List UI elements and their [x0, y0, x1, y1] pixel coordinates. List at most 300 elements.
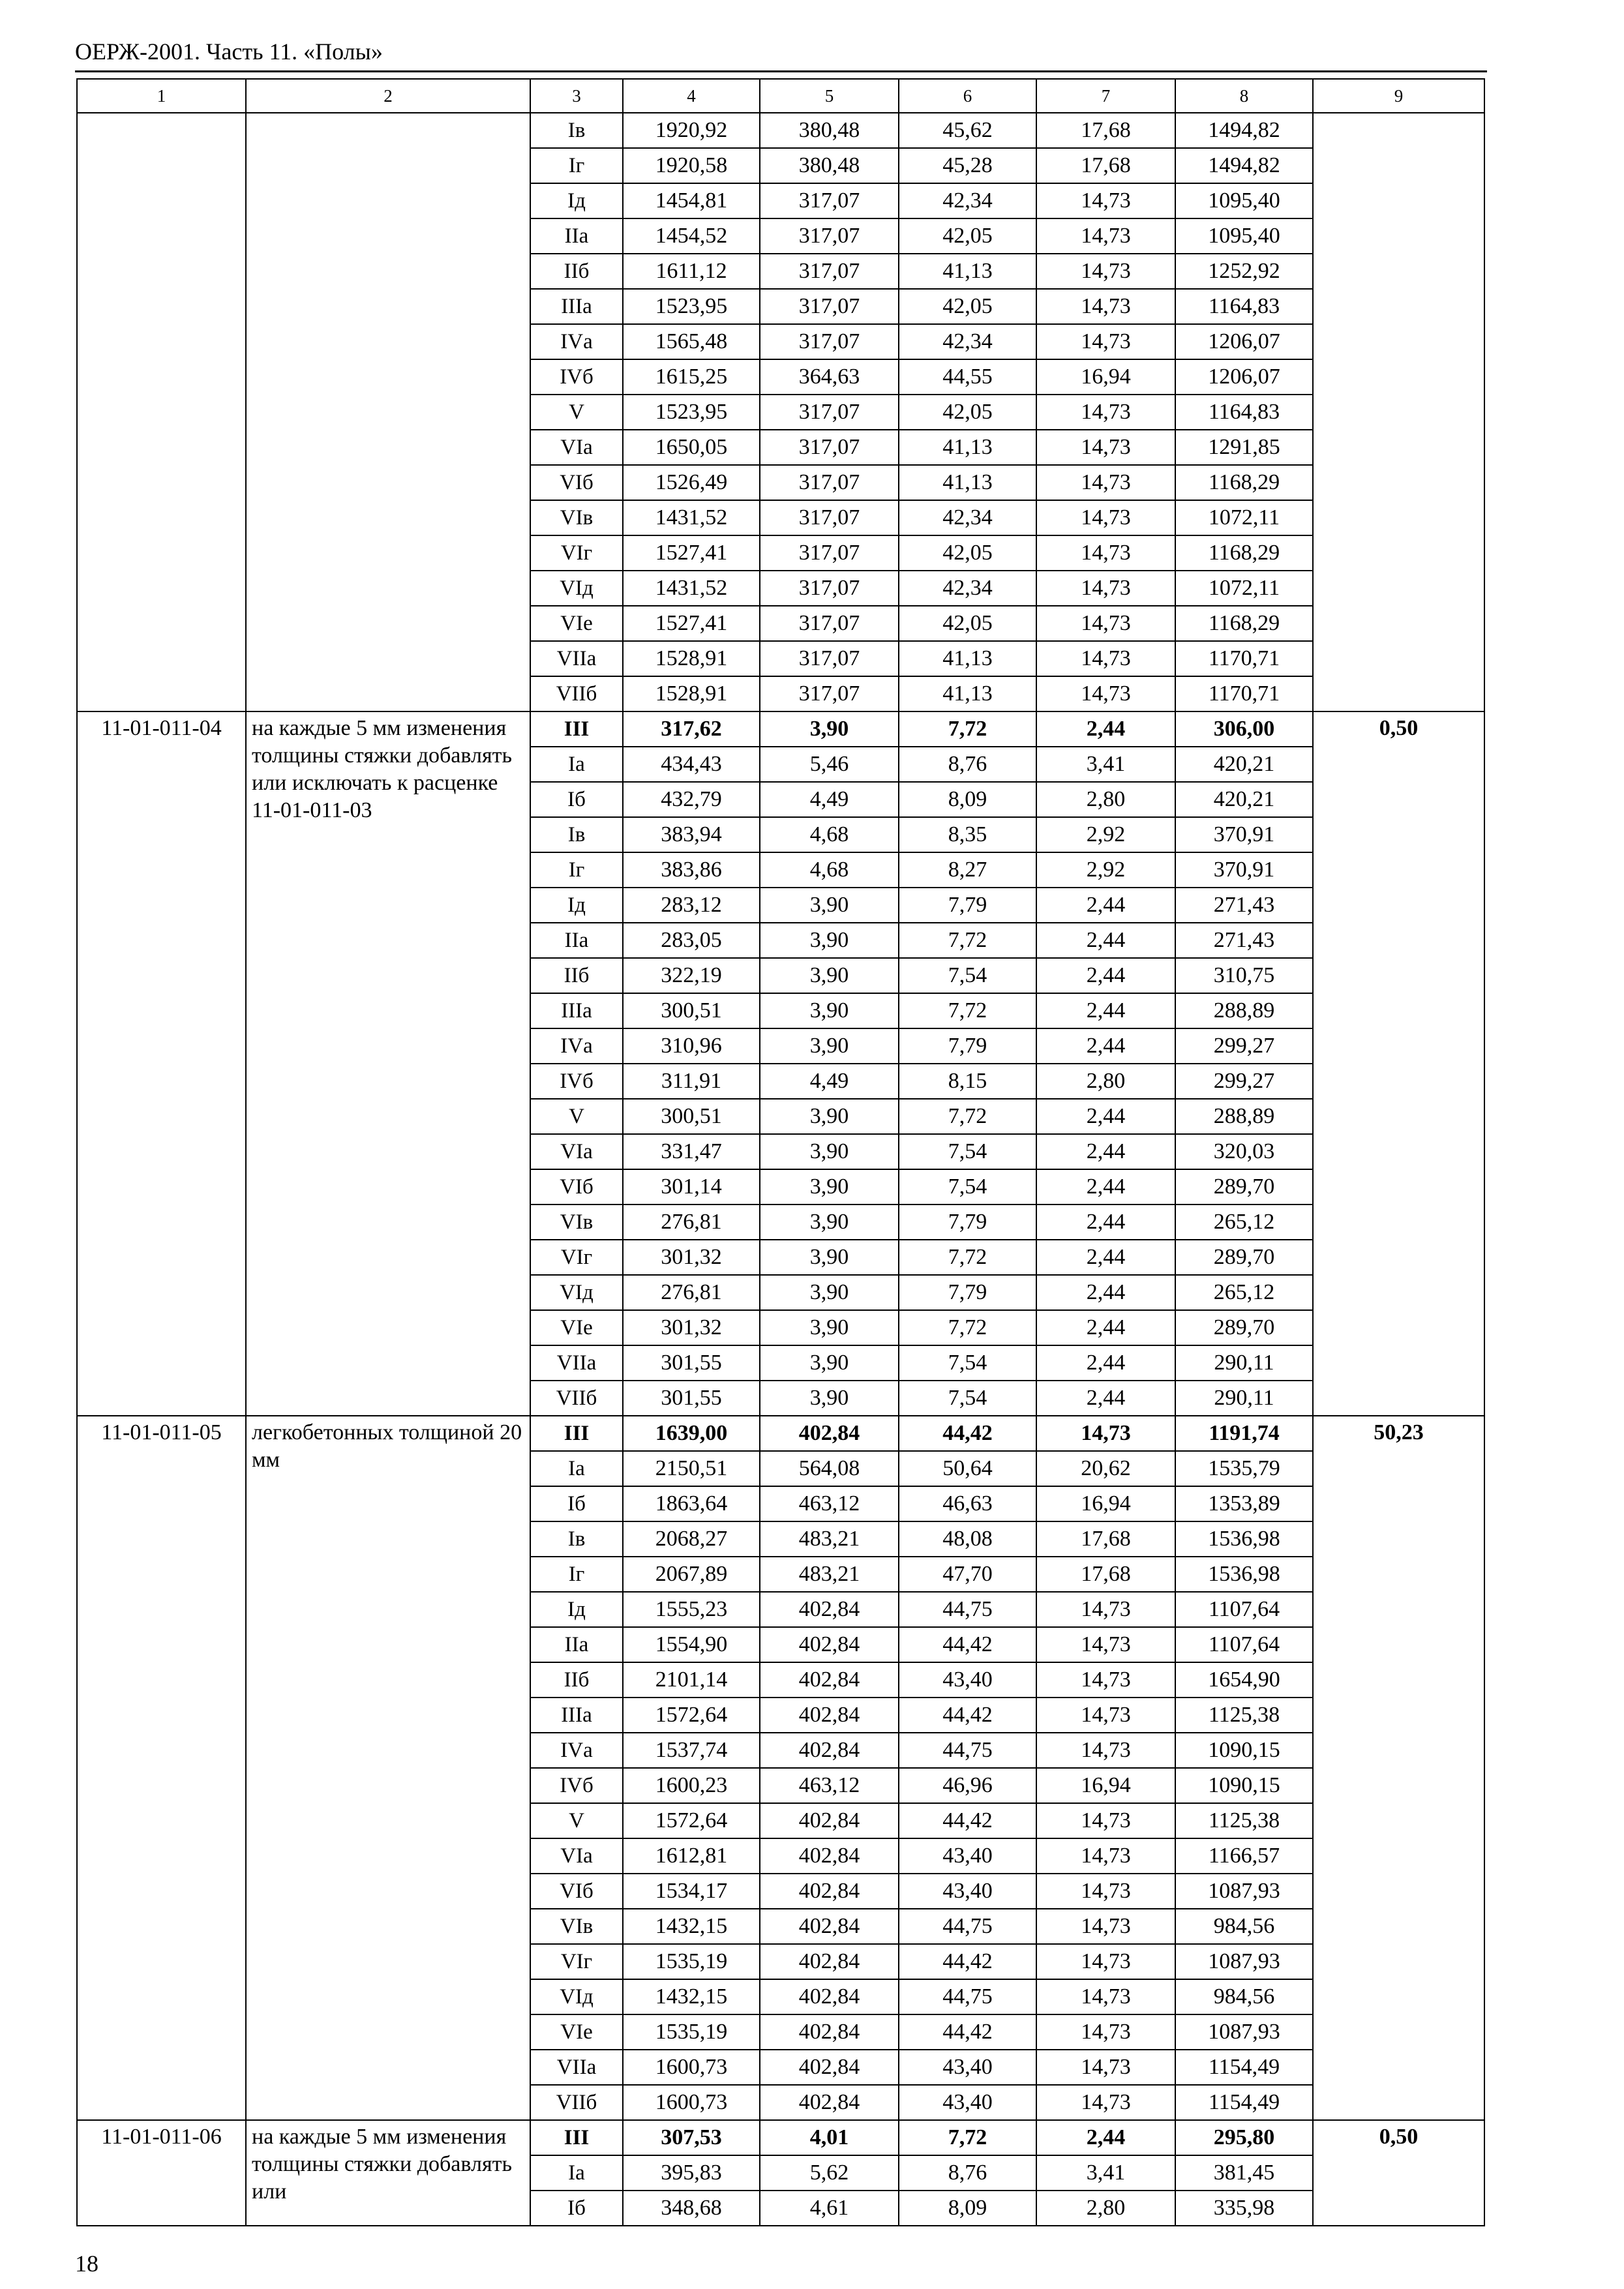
cost-cell: 2,44	[1036, 1345, 1175, 1381]
cost-cell: 1125,38	[1175, 1698, 1313, 1733]
cost-cell: 48,08	[899, 1521, 1036, 1557]
cost-cell: 317,62	[623, 711, 760, 747]
cost-cell: 2101,14	[623, 1662, 760, 1698]
labor-cost: 0,50	[1313, 2120, 1484, 2226]
cost-cell: 14,73	[1036, 1733, 1175, 1768]
cost-cell: 322,19	[623, 958, 760, 993]
zone-label: Iв	[530, 1521, 623, 1557]
cost-cell: 1534,17	[623, 1874, 760, 1909]
cost-cell: 463,12	[760, 1486, 899, 1521]
cost-cell: 42,05	[899, 289, 1036, 324]
rates-table	[76, 78, 1485, 2226]
rate-description: на каждые 5 мм изменения толщины стяжки добавлять или	[246, 2120, 530, 2226]
cost-cell: 2,44	[1036, 1134, 1175, 1169]
zone-label: VIб	[530, 465, 623, 500]
cost-cell: 370,91	[1175, 852, 1313, 888]
cost-cell: 46,63	[899, 1486, 1036, 1521]
cost-cell: 2,44	[1036, 958, 1175, 993]
cost-cell: 16,94	[1036, 1486, 1175, 1521]
zone-label: VIг	[530, 1944, 623, 1979]
cost-cell: 3,90	[760, 1240, 899, 1275]
cost-cell: 7,72	[899, 1099, 1036, 1134]
cost-cell: 3,90	[760, 1345, 899, 1381]
rate-description: легкобетонных толщиной 20 мм	[246, 1416, 530, 2120]
cost-cell: 3,90	[760, 1310, 899, 1345]
cost-cell: 7,79	[899, 888, 1036, 923]
cost-cell: 1565,48	[623, 324, 760, 359]
cost-cell: 1454,52	[623, 218, 760, 254]
zone-label: VIIа	[530, 641, 623, 676]
cost-cell: 7,72	[899, 993, 1036, 1028]
cost-cell: 17,68	[1036, 113, 1175, 148]
cost-cell: 42,05	[899, 395, 1036, 430]
cost-cell: 8,27	[899, 852, 1036, 888]
cost-cell: 381,45	[1175, 2155, 1313, 2191]
cost-cell: 42,34	[899, 571, 1036, 606]
cost-cell: 402,84	[760, 2014, 899, 2050]
cost-cell: 1654,90	[1175, 1662, 1313, 1698]
cost-cell: 47,70	[899, 1557, 1036, 1592]
cost-cell: 14,73	[1036, 1662, 1175, 1698]
cost-cell: 300,51	[623, 993, 760, 1028]
cost-cell: 1920,58	[623, 148, 760, 183]
cost-cell: 317,07	[760, 395, 899, 430]
cost-cell: 1555,23	[623, 1592, 760, 1627]
cost-cell: 301,14	[623, 1169, 760, 1204]
cost-cell: 44,75	[899, 1733, 1036, 1768]
cost-cell: 14,73	[1036, 2085, 1175, 2120]
cost-cell: 1572,64	[623, 1698, 760, 1733]
cost-cell: 42,05	[899, 606, 1036, 641]
cost-cell: 271,43	[1175, 923, 1313, 958]
cost-cell: 402,84	[760, 1874, 899, 1909]
cost-cell: 402,84	[760, 1733, 899, 1768]
zone-label: Iб	[530, 2191, 623, 2226]
cost-cell: 402,84	[760, 2085, 899, 2120]
cost-cell: 420,21	[1175, 782, 1313, 817]
cost-cell: 2,44	[1036, 1240, 1175, 1275]
cost-cell: 2,44	[1036, 1310, 1175, 1345]
cost-cell: 3,90	[760, 1381, 899, 1416]
cost-cell: 44,42	[899, 1416, 1036, 1451]
cost-cell: 14,73	[1036, 395, 1175, 430]
cost-cell: 380,48	[760, 113, 899, 148]
zone-label: VIв	[530, 1204, 623, 1240]
rate-code: 11-01-011-06	[77, 2120, 246, 2226]
cost-cell: 1095,40	[1175, 218, 1313, 254]
cost-cell: 7,79	[899, 1275, 1036, 1310]
cost-cell: 41,13	[899, 465, 1036, 500]
cost-cell: 289,70	[1175, 1240, 1313, 1275]
cost-cell: 402,84	[760, 1592, 899, 1627]
zone-label: IVб	[530, 1768, 623, 1803]
cost-cell: 1125,38	[1175, 1803, 1313, 1838]
zone-label: Iд	[530, 888, 623, 923]
cost-cell: 7,54	[899, 958, 1036, 993]
cost-cell: 7,72	[899, 1240, 1036, 1275]
cost-cell: 14,73	[1036, 535, 1175, 571]
cost-cell: 1087,93	[1175, 1874, 1313, 1909]
cost-cell: 317,07	[760, 254, 899, 289]
cost-cell: 402,84	[760, 1698, 899, 1733]
cost-cell: 14,73	[1036, 218, 1175, 254]
cost-cell: 14,73	[1036, 254, 1175, 289]
cost-cell: 402,84	[760, 2050, 899, 2085]
cost-cell: 4,68	[760, 852, 899, 888]
zone-label: Iг	[530, 148, 623, 183]
zone-label: Iг	[530, 1557, 623, 1592]
zone-label: Iд	[530, 1592, 623, 1627]
cost-cell: 420,21	[1175, 747, 1313, 782]
cost-cell: 317,07	[760, 641, 899, 676]
cost-cell: 3,90	[760, 993, 899, 1028]
cost-cell: 14,73	[1036, 1592, 1175, 1627]
cost-cell: 1600,23	[623, 1768, 760, 1803]
cost-cell: 348,68	[623, 2191, 760, 2226]
cost-cell: 14,73	[1036, 1874, 1175, 1909]
cost-cell: 317,07	[760, 676, 899, 711]
zone-label: IVа	[530, 1733, 623, 1768]
cost-cell: 14,73	[1036, 1838, 1175, 1874]
zone-label: VIIа	[530, 2050, 623, 2085]
cost-cell: 3,90	[760, 1099, 899, 1134]
cost-cell: 1650,05	[623, 430, 760, 465]
cost-cell: 4,49	[760, 1064, 899, 1099]
zone-label: III	[530, 2120, 623, 2155]
zone-label: VIг	[530, 1240, 623, 1275]
cost-cell: 1431,52	[623, 571, 760, 606]
zone-label: Iа	[530, 747, 623, 782]
cost-cell: 320,03	[1175, 1134, 1313, 1169]
cost-cell: 335,98	[1175, 2191, 1313, 2226]
cost-cell: 1166,57	[1175, 1838, 1313, 1874]
cost-cell: 1170,71	[1175, 641, 1313, 676]
table-row	[77, 1416, 1484, 1451]
cost-cell: 1168,29	[1175, 465, 1313, 500]
zone-label: VIд	[530, 1979, 623, 2014]
cost-cell: 402,84	[760, 1979, 899, 2014]
cost-cell: 317,07	[760, 535, 899, 571]
cost-cell: 14,73	[1036, 1909, 1175, 1944]
zone-label: IVа	[530, 1028, 623, 1064]
cost-cell: 1191,74	[1175, 1416, 1313, 1451]
cost-cell: 44,42	[899, 1944, 1036, 1979]
cost-cell: 317,07	[760, 289, 899, 324]
cost-cell: 2,44	[1036, 2120, 1175, 2155]
cost-cell: 1920,92	[623, 113, 760, 148]
cost-cell: 14,73	[1036, 1979, 1175, 2014]
cost-cell: 1154,49	[1175, 2085, 1313, 2120]
zone-label: VIIб	[530, 2085, 623, 2120]
zone-label: VIд	[530, 1275, 623, 1310]
zone-label: IIа	[530, 218, 623, 254]
column-number: 5	[760, 79, 899, 113]
zone-label: IIIа	[530, 993, 623, 1028]
zone-label: III	[530, 1416, 623, 1451]
zone-label: IIа	[530, 1627, 623, 1662]
rate-description	[246, 113, 530, 711]
cost-cell: 2,44	[1036, 993, 1175, 1028]
rate-code: 11-01-011-05	[77, 1416, 246, 2120]
cost-cell: 7,54	[899, 1169, 1036, 1204]
cost-cell: 3,90	[760, 1204, 899, 1240]
cost-cell: 1170,71	[1175, 676, 1313, 711]
cost-cell: 3,90	[760, 958, 899, 993]
cost-cell: 3,90	[760, 1275, 899, 1310]
cost-cell: 14,73	[1036, 2014, 1175, 2050]
cost-cell: 5,46	[760, 747, 899, 782]
cost-cell: 380,48	[760, 148, 899, 183]
cost-cell: 2067,89	[623, 1557, 760, 1592]
cost-cell: 1523,95	[623, 395, 760, 430]
cost-cell: 1527,41	[623, 535, 760, 571]
cost-cell: 8,15	[899, 1064, 1036, 1099]
cost-cell: 276,81	[623, 1204, 760, 1240]
cost-cell: 44,75	[899, 1979, 1036, 2014]
zone-label: VIIб	[530, 1381, 623, 1416]
cost-cell: 1554,90	[623, 1627, 760, 1662]
zone-label: Iв	[530, 113, 623, 148]
cost-cell: 1072,11	[1175, 571, 1313, 606]
cost-cell: 1528,91	[623, 641, 760, 676]
cost-cell: 1863,64	[623, 1486, 760, 1521]
cost-cell: 41,13	[899, 676, 1036, 711]
cost-cell: 395,83	[623, 2155, 760, 2191]
cost-cell: 1164,83	[1175, 289, 1313, 324]
cost-cell: 310,75	[1175, 958, 1313, 993]
cost-cell: 483,21	[760, 1557, 899, 1592]
cost-cell: 402,84	[760, 1662, 899, 1698]
cost-cell: 1639,00	[623, 1416, 760, 1451]
zone-label: V	[530, 395, 623, 430]
cost-cell: 17,68	[1036, 1521, 1175, 1557]
cost-cell: 14,73	[1036, 1627, 1175, 1662]
cost-cell: 1526,49	[623, 465, 760, 500]
cost-cell: 265,12	[1175, 1204, 1313, 1240]
cost-cell: 3,41	[1036, 2155, 1175, 2191]
cost-cell: 3,90	[760, 1169, 899, 1204]
cost-cell: 290,11	[1175, 1345, 1313, 1381]
cost-cell: 2,44	[1036, 1169, 1175, 1204]
cost-cell: 3,90	[760, 923, 899, 958]
cost-cell: 45,28	[899, 148, 1036, 183]
cost-cell: 44,42	[899, 2014, 1036, 2050]
cost-cell: 14,73	[1036, 606, 1175, 641]
cost-cell: 317,07	[760, 465, 899, 500]
cost-cell: 8,76	[899, 2155, 1036, 2191]
cost-cell: 1168,29	[1175, 606, 1313, 641]
cost-cell: 1090,15	[1175, 1768, 1313, 1803]
cost-cell: 8,09	[899, 782, 1036, 817]
cost-cell: 301,55	[623, 1345, 760, 1381]
cost-cell: 14,73	[1036, 1803, 1175, 1838]
cost-cell: 1615,25	[623, 359, 760, 395]
cost-cell: 3,41	[1036, 747, 1175, 782]
column-number-row	[77, 79, 1484, 113]
cost-cell: 299,27	[1175, 1028, 1313, 1064]
cost-cell: 1206,07	[1175, 324, 1313, 359]
cost-cell: 402,84	[760, 1909, 899, 1944]
cost-cell: 1090,15	[1175, 1733, 1313, 1768]
cost-cell: 42,05	[899, 218, 1036, 254]
cost-cell: 1537,74	[623, 1733, 760, 1768]
zone-label: VIе	[530, 606, 623, 641]
column-number: 4	[623, 79, 760, 113]
zone-label: V	[530, 1803, 623, 1838]
cost-cell: 1494,82	[1175, 113, 1313, 148]
cost-cell: 7,54	[899, 1345, 1036, 1381]
column-number: 6	[899, 79, 1036, 113]
cost-cell: 288,89	[1175, 993, 1313, 1028]
cost-cell: 42,34	[899, 324, 1036, 359]
cost-cell: 331,47	[623, 1134, 760, 1169]
cost-cell: 1527,41	[623, 606, 760, 641]
table-row	[77, 711, 1484, 747]
zone-label: Iг	[530, 852, 623, 888]
cost-cell: 288,89	[1175, 1099, 1313, 1134]
column-number: 8	[1175, 79, 1313, 113]
cost-cell: 310,96	[623, 1028, 760, 1064]
cost-cell: 14,73	[1036, 676, 1175, 711]
cost-cell: 2,44	[1036, 1381, 1175, 1416]
zone-label: VIб	[530, 1169, 623, 1204]
cost-cell: 306,00	[1175, 711, 1313, 747]
cost-cell: 1353,89	[1175, 1486, 1313, 1521]
cost-cell: 8,76	[899, 747, 1036, 782]
rate-code	[77, 113, 246, 711]
cost-cell: 283,05	[623, 923, 760, 958]
cost-cell: 1072,11	[1175, 500, 1313, 535]
column-number: 1	[77, 79, 246, 113]
cost-cell: 317,07	[760, 324, 899, 359]
cost-cell: 317,07	[760, 571, 899, 606]
cost-cell: 300,51	[623, 1099, 760, 1134]
cost-cell: 1432,15	[623, 1909, 760, 1944]
cost-cell: 295,80	[1175, 2120, 1313, 2155]
cost-cell: 2,44	[1036, 1028, 1175, 1064]
cost-cell: 7,54	[899, 1134, 1036, 1169]
zone-label: IIб	[530, 254, 623, 289]
column-number: 9	[1313, 79, 1484, 113]
zone-label: IVа	[530, 324, 623, 359]
cost-cell: 1600,73	[623, 2050, 760, 2085]
cost-cell: 1107,64	[1175, 1627, 1313, 1662]
labor-cost	[1313, 113, 1484, 711]
labor-cost: 50,23	[1313, 1416, 1484, 2120]
cost-cell: 317,07	[760, 430, 899, 465]
cost-cell: 1431,52	[623, 500, 760, 535]
cost-cell: 383,86	[623, 852, 760, 888]
cost-cell: 1432,15	[623, 1979, 760, 2014]
cost-cell: 307,53	[623, 2120, 760, 2155]
cost-cell: 8,09	[899, 2191, 1036, 2226]
cost-cell: 44,42	[899, 1803, 1036, 1838]
zone-label: VIIб	[530, 676, 623, 711]
cost-cell: 1095,40	[1175, 183, 1313, 218]
cost-cell: 432,79	[623, 782, 760, 817]
zone-label: VIа	[530, 1134, 623, 1169]
zone-label: VIд	[530, 571, 623, 606]
cost-cell: 17,68	[1036, 1557, 1175, 1592]
cost-cell: 45,62	[899, 113, 1036, 148]
cost-cell: 3,90	[760, 888, 899, 923]
zone-label: IIIа	[530, 289, 623, 324]
cost-cell: 14,73	[1036, 641, 1175, 676]
cost-cell: 402,84	[760, 1627, 899, 1662]
cost-cell: 41,13	[899, 641, 1036, 676]
cost-cell: 14,73	[1036, 1944, 1175, 1979]
cost-cell: 1252,92	[1175, 254, 1313, 289]
cost-cell: 2,80	[1036, 2191, 1175, 2226]
cost-cell: 276,81	[623, 1275, 760, 1310]
cost-cell: 44,42	[899, 1627, 1036, 1662]
cost-cell: 1600,73	[623, 2085, 760, 2120]
cost-cell: 317,07	[760, 500, 899, 535]
cost-cell: 317,07	[760, 606, 899, 641]
cost-cell: 3,90	[760, 1028, 899, 1064]
cost-cell: 50,64	[899, 1451, 1036, 1486]
cost-cell: 14,73	[1036, 571, 1175, 606]
cost-cell: 370,91	[1175, 817, 1313, 852]
cost-cell: 41,13	[899, 430, 1036, 465]
zone-label: VIв	[530, 1909, 623, 1944]
cost-cell: 301,32	[623, 1240, 760, 1275]
zone-label: Iа	[530, 1451, 623, 1486]
cost-cell: 43,40	[899, 1662, 1036, 1698]
cost-cell: 4,68	[760, 817, 899, 852]
zone-label: V	[530, 1099, 623, 1134]
cost-cell: 2,44	[1036, 923, 1175, 958]
cost-cell: 43,40	[899, 2050, 1036, 2085]
cost-cell: 289,70	[1175, 1169, 1313, 1204]
cost-cell: 1087,93	[1175, 1944, 1313, 1979]
cost-cell: 290,11	[1175, 1381, 1313, 1416]
cost-cell: 984,56	[1175, 1909, 1313, 1944]
cost-cell: 43,40	[899, 1874, 1036, 1909]
zone-label: Iб	[530, 1486, 623, 1521]
zone-label: III	[530, 711, 623, 747]
zone-label: Iб	[530, 782, 623, 817]
cost-cell: 364,63	[760, 359, 899, 395]
cost-cell: 7,72	[899, 711, 1036, 747]
cost-cell: 1494,82	[1175, 148, 1313, 183]
cost-cell: 2,44	[1036, 1204, 1175, 1240]
zone-label: IIб	[530, 1662, 623, 1698]
cost-cell: 317,07	[760, 218, 899, 254]
cost-cell: 301,55	[623, 1381, 760, 1416]
cost-cell: 434,43	[623, 747, 760, 782]
zone-label: VIв	[530, 500, 623, 535]
zone-label: IIа	[530, 923, 623, 958]
zone-label: VIа	[530, 1838, 623, 1874]
cost-cell: 2,44	[1036, 711, 1175, 747]
cost-cell: 14,73	[1036, 324, 1175, 359]
cost-cell: 4,61	[760, 2191, 899, 2226]
cost-cell: 3,90	[760, 1134, 899, 1169]
cost-cell: 1536,98	[1175, 1557, 1313, 1592]
cost-cell: 1454,81	[623, 183, 760, 218]
cost-cell: 16,94	[1036, 359, 1175, 395]
cost-cell: 1206,07	[1175, 359, 1313, 395]
cost-cell: 564,08	[760, 1451, 899, 1486]
cost-cell: 2150,51	[623, 1451, 760, 1486]
cost-cell: 14,73	[1036, 430, 1175, 465]
cost-cell: 5,62	[760, 2155, 899, 2191]
cost-cell: 46,96	[899, 1768, 1036, 1803]
cost-cell: 7,72	[899, 2120, 1036, 2155]
cost-cell: 42,34	[899, 183, 1036, 218]
cost-cell: 402,84	[760, 1416, 899, 1451]
